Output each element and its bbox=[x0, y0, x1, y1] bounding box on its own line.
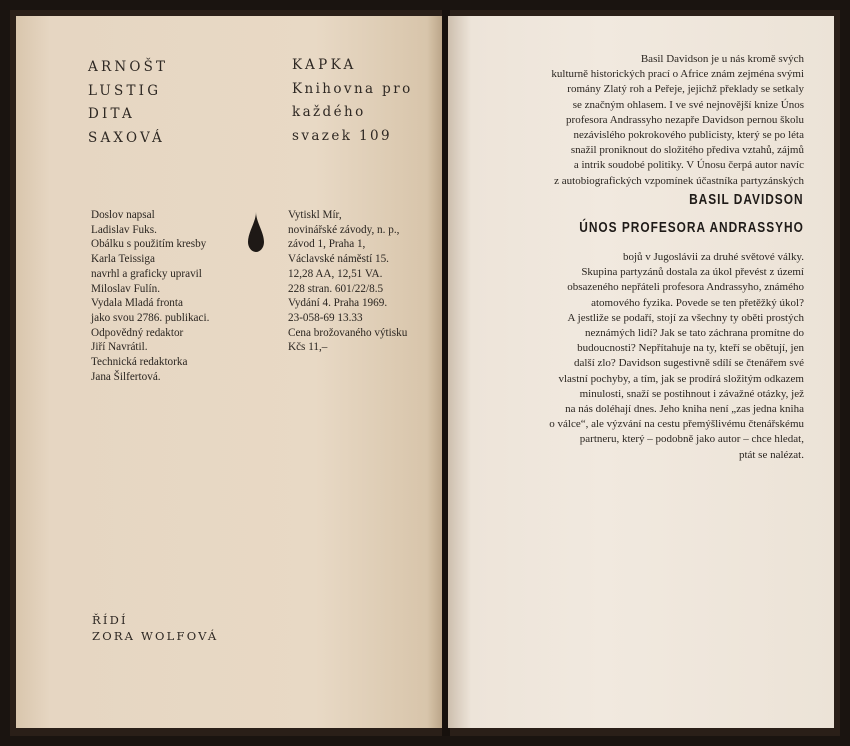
authors-block bbox=[88, 56, 168, 150]
series-line: Knihovna pro bbox=[292, 80, 413, 97]
printing-line: Kčs 11,– bbox=[288, 341, 328, 354]
credit-line: Jiří Navrátil. bbox=[91, 341, 148, 354]
author-line: SAXOVÁ bbox=[88, 129, 165, 146]
blurb-line: partneru, který – podobně jako autor – chce hledat, bbox=[579, 433, 804, 446]
book-title-heading: ÚNOS PROFESORA ANDRASSYHO bbox=[579, 220, 804, 236]
right-page bbox=[448, 16, 834, 728]
blurb-bottom bbox=[492, 250, 804, 463]
blurb-line: další zlo? Davidson sugestivně sdílí se čtenářem své bbox=[573, 357, 804, 370]
blurb-line: na nás doléhají dnes. Jeho kniha není „zas jedna kniha bbox=[565, 403, 804, 416]
blurb-line: A jestliže se podaří, stojí za všechny ty oběti prostých bbox=[567, 311, 804, 324]
credits-block bbox=[91, 208, 209, 384]
credit-line: Vydala Mladá fronta bbox=[91, 297, 183, 310]
blurb-line: se značným ohlasem. I ve své nejnovější knize Únos bbox=[572, 98, 804, 111]
printing-block bbox=[288, 208, 407, 355]
blurb-line: a intrik soudobé politiky. V Únosu čerpá autor navíc bbox=[573, 159, 804, 172]
blurb-line: Skupina partyzánů dostala za úkol převést z území bbox=[581, 266, 804, 279]
editor-name: ZORA WOLFOVÁ bbox=[92, 629, 219, 643]
series-line: každého bbox=[292, 104, 366, 120]
blurb-line: obsazeného nepřáteli profesora Andrassyho, známého bbox=[567, 281, 804, 294]
blurb-line: minulosti, snaží se postihnout i závažné otázky, jež bbox=[579, 387, 804, 400]
blurb-line: romány Zlatý roh a Peřeje, jejichž překlady se setkaly bbox=[567, 83, 804, 96]
author-line: DITA bbox=[88, 106, 135, 122]
credit-line: Karla Teissiga bbox=[91, 253, 155, 266]
credit-line: Odpovědný redaktor bbox=[91, 326, 184, 339]
printing-line: 23-058-69 13.33 bbox=[288, 311, 363, 324]
credit-line: Miloslav Fulín. bbox=[91, 282, 160, 295]
open-book bbox=[10, 10, 840, 736]
printing-line: Vytiskl Mír, bbox=[288, 209, 342, 221]
blurb-line: z autobiografických vzpomínek účastníka partyzánských bbox=[554, 174, 804, 187]
credit-line: jako svou 2786. publikaci. bbox=[91, 311, 210, 324]
printing-line: Cena brožovaného výtisku bbox=[288, 326, 408, 339]
blurb-line: snažil proniknout do složitého předivа vztahů, zájmů bbox=[570, 144, 804, 157]
credit-line: navrhl a graficky upravil bbox=[91, 267, 202, 280]
blurb-line: Basil Davidson je u nás kromě svých bbox=[640, 53, 804, 65]
author-line: ARNOŠT bbox=[88, 59, 169, 75]
left-page bbox=[16, 16, 444, 728]
series-block bbox=[292, 54, 413, 148]
editor-block bbox=[92, 612, 218, 644]
blurb-line: profesora Andrassyho nezapře Davidson pernou školu bbox=[566, 113, 804, 126]
credit-line: Technická redaktorka bbox=[91, 356, 188, 369]
credit-line: Jana Šilfertová. bbox=[91, 370, 161, 383]
printing-line: novinářské závody, n. p., bbox=[288, 223, 400, 236]
blurb-top bbox=[492, 52, 804, 189]
blurb-line: ptát se nalézat. bbox=[738, 448, 804, 461]
blurb-line: kulturně historických prací o Africe znám zejména svými bbox=[551, 68, 804, 81]
printing-line: 228 stran. 601/22/8.5 bbox=[288, 282, 384, 295]
credit-line: Obálku s použitím kresby bbox=[91, 238, 207, 251]
series-line: svazek 109 bbox=[292, 127, 392, 144]
credit-line: Ladislav Fuks. bbox=[91, 223, 157, 236]
printing-line: Václavské náměstí 15. bbox=[288, 253, 389, 266]
printing-line: Vydání 4. Praha 1969. bbox=[288, 297, 388, 310]
credit-line: Doslov napsal bbox=[91, 209, 155, 221]
editor-label: ŘÍDÍ bbox=[92, 613, 128, 627]
blurb-line: vlastní pochyby, a tím, jak se prodírá složitým odkazem bbox=[558, 372, 804, 385]
drop-logo-icon bbox=[248, 212, 264, 252]
book-author-heading: BASIL DAVIDSON bbox=[689, 192, 804, 208]
blurb-line: o válce“, ale výzvání na cestu přemýšlivému čtenářskému bbox=[549, 418, 804, 431]
author-line: LUSTIG bbox=[88, 82, 162, 99]
blurb-line: bojů v Jugoslávii za druhé světové války. bbox=[622, 251, 804, 263]
printing-line: 12,28 AA, 12,51 VA. bbox=[288, 267, 383, 280]
blurb-line: budoucnosti? Nepřítahuje na ty, kteří se obětují, jen bbox=[577, 342, 804, 355]
blurb-line: nezávislého pokrokového publicisty, který se po léta bbox=[573, 129, 804, 142]
blurb-line: neznámých lidí? Jak se tato záchrana promítne do bbox=[585, 327, 804, 340]
printing-line: závod 1, Praha 1, bbox=[288, 238, 366, 251]
blurb-line: atomového fyzika. Povede se ten přetěžký úkol? bbox=[591, 296, 804, 309]
series-name: KAPKA bbox=[292, 57, 357, 73]
